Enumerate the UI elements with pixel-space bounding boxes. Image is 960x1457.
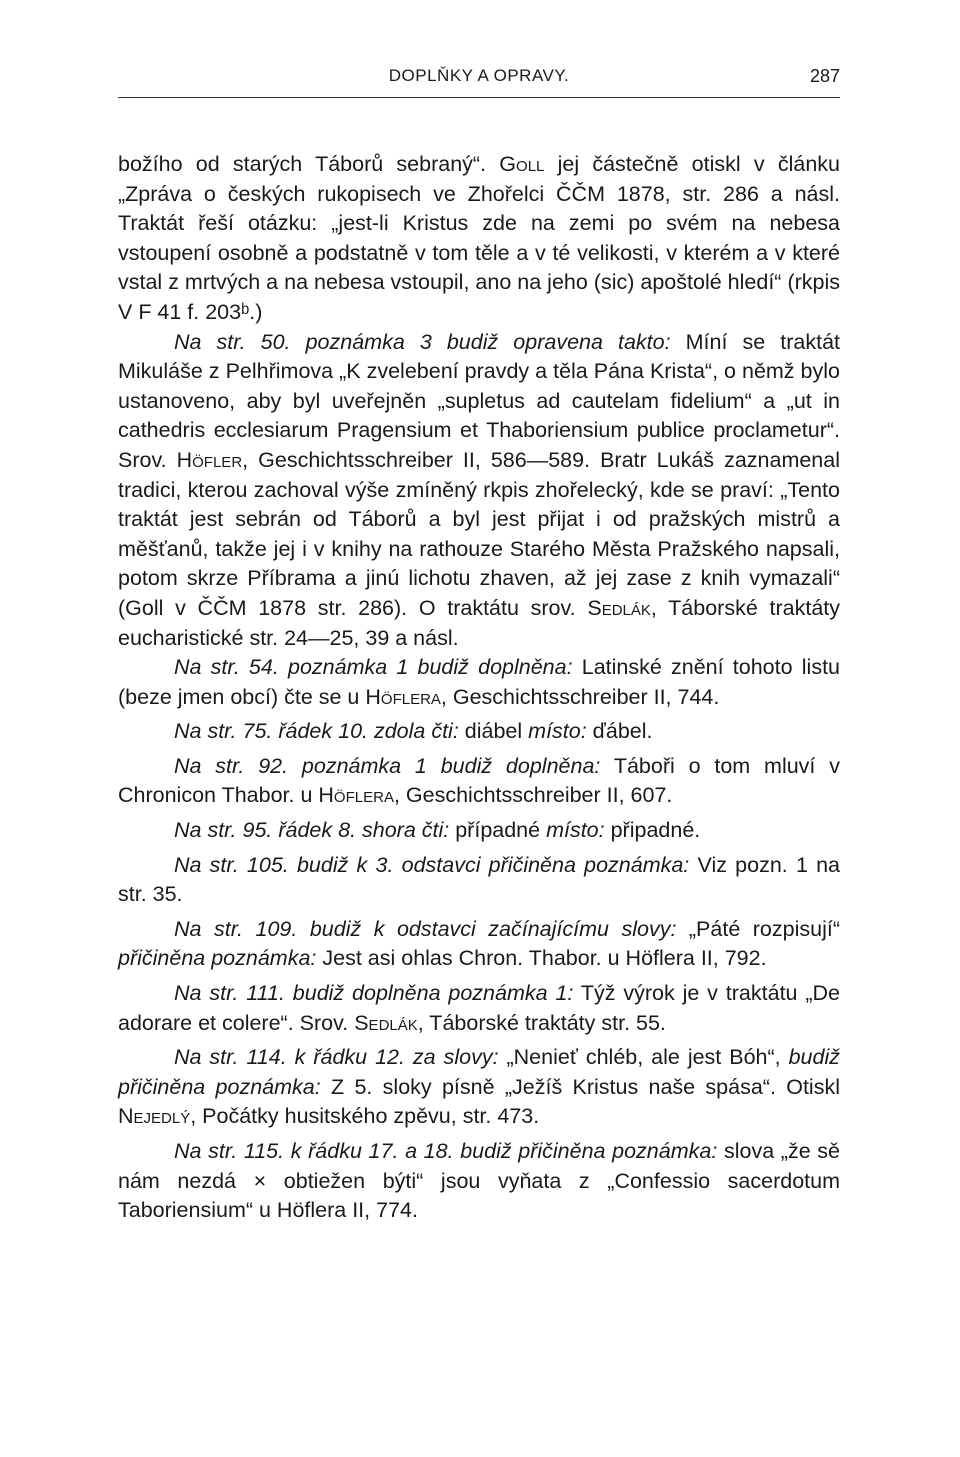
text-run: diábel: [458, 719, 529, 744]
italic-text: Na str. 95. řádek 8. shora čti:: [174, 818, 450, 843]
small-caps-name: Höfler: [176, 447, 243, 472]
text-run: „Nenieť chléb, ale jest Bóh“,: [498, 1045, 789, 1070]
text-run: Viz pozn. 1 na str. 35.: [118, 852, 841, 907]
text-run: Týž výrok je v traktátu „De adorare et colere“. Srov.: [118, 981, 841, 1035]
italic-text: Na str. 114. k řádku 12. za slovy:: [174, 1045, 499, 1070]
text-run: Jest asi ohlas Chron. Thabor. u Höflera II, 792.: [316, 946, 767, 971]
small-caps-name: Höflera: [318, 783, 394, 808]
correction-entry: [118, 717, 840, 747]
correction-entry: [118, 653, 840, 712]
correction-entry: [118, 1043, 840, 1132]
text-run: , Táborské traktáty str. 55.: [417, 1010, 666, 1035]
text-run: , Geschichtsschreiber II, 586—589. Bratr Lukáš zaznamenal tradici, kterou zachoval výše zmíněný rkpis zhořelecký, kde se praví: „Tento traktát jest sebrán od Táborů a byl jest přijat i od pražských mistrů a měšťanů, takže jej i v knihy na rathouze Starého Města Pražského napsali, potom skrze Příbrama a jinú lichotu zhaven, až jej zase z knih vymazali“ (Goll v ČČM 1878 str. 286). O traktátu srov.: [118, 447, 840, 620]
text-run: připadné.: [604, 818, 701, 843]
correction-entry: [118, 816, 840, 846]
correction-entry: [118, 752, 840, 811]
correction-entry: [118, 915, 840, 974]
text-run: Táboři o tom mluví v Chronicon Thabor. u: [118, 753, 840, 808]
italic-text: Na str. 111. budiž doplněna poznámka 1:: [174, 981, 574, 1006]
correction-entry: [118, 328, 840, 654]
text-run: ďábel.: [586, 719, 653, 744]
running-title: DOPLŇKY A OPRAVY.: [388, 66, 570, 85]
italic-text: Na str. 92. poznámka 1 budiž doplněna:: [174, 753, 601, 778]
text-run: Z 5. sloky písně „Ježíš Kristus naše spása“. Otiskl: [320, 1074, 840, 1099]
small-caps-name: Sedlák: [354, 1010, 418, 1035]
text-run: Latinské znění tohoto listu (beze jmen obcí) čte se u: [118, 655, 840, 709]
italic-text: místo:: [528, 719, 587, 744]
small-caps-name: Nejedlý: [118, 1104, 191, 1129]
italic-text: Na str. 115. k řádku 17. a 18. budiž přičiněna poznámka:: [174, 1139, 718, 1163]
small-caps-name: Sedlák: [587, 595, 651, 620]
text-run: božího od starých Táborů sebraný“.: [118, 152, 500, 176]
text-run: , Geschichtsschreiber II, 607.: [393, 783, 673, 808]
text-run: jej částečně otiskl v článku „Zpráva o českých rukopisech ve Zhořelci ČČM 1878, str. 286 a násl. Traktát řeší otázku: „jest-li Kristus zde na zemi po svém na nebesa vstoupení osobně a podstatně v tom těle a v té velikosti, v kterém a v které vstal z mrtvých a na nebesa vstoupil, ano na jeho (sic) apoštolé hledí“ (rkpis V F 41 f. 203ᵇ.): [118, 152, 840, 324]
italic-text: Na str. 54. poznámka 1 budiž doplněna:: [174, 655, 573, 680]
italic-text: Na str. 75. řádek 10. zdola čti:: [174, 719, 459, 744]
header-rule: [118, 97, 840, 98]
italic-text: budiž přičiněna poznámka:: [118, 1045, 840, 1099]
text-body: [118, 150, 840, 1226]
text-run: slova „že sě nám nezdá × obtiežen býti“ jsou vyňata z „Confessio sacerdotum Taboriensium“ u Höflera II, 774.: [118, 1139, 841, 1223]
page-number: 287: [809, 66, 840, 86]
text-run: , Geschichtsschreiber II, 744.: [440, 684, 720, 709]
text-run: , Počátky husitského zpěvu, str. 473.: [190, 1104, 540, 1129]
italic-text: Na str. 109. budiž k odstavci začínajícímu slovy:: [174, 916, 677, 941]
text-run: případné: [449, 818, 547, 843]
text-run: , Táborské traktáty eucharistické str. 24—25, 39 a násl.: [118, 595, 840, 650]
running-header: [118, 66, 840, 92]
text-run: „Páté rozpisují“: [676, 916, 840, 941]
italic-text: Na str. 105. budiž k 3. odstavci přičiněna poznámka:: [174, 852, 690, 877]
small-caps-name: Goll: [499, 152, 545, 176]
correction-entry: [118, 979, 840, 1038]
text-run: Míní se traktát Mikuláše z Pelhřimova „K zvelebení pravdy a těla Pána Krista“, o němž bylo ustanoveno, aby byl uveřejněn „supletus ad cautelam fidelium“ a „ut in cathedris ecclesiarum Pragensium et Thaboriensium publice proclametur“. Srov.: [118, 329, 840, 472]
italic-text: místo:: [546, 818, 605, 843]
continued-paragraph: [118, 150, 840, 328]
italic-text: přičiněna poznámka:: [118, 946, 317, 971]
correction-entry: [118, 1137, 840, 1226]
correction-entry: [118, 851, 840, 910]
italic-text: Na str. 50. poznámka 3 budiž opravena takto:: [174, 329, 671, 354]
small-caps-name: Höflera: [365, 684, 441, 709]
